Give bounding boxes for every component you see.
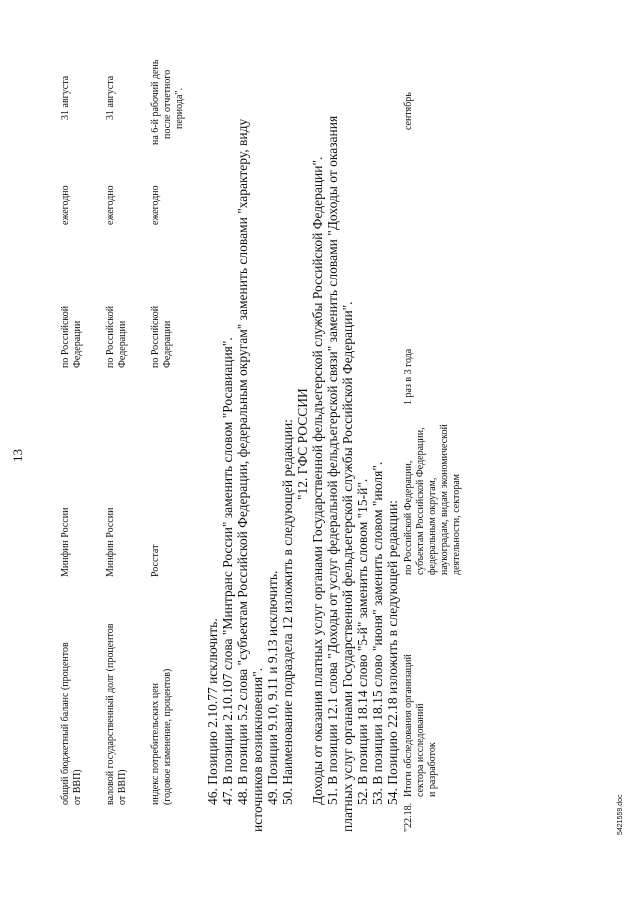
agency: Росстат (150, 544, 161, 577)
indicator-name: от ВВП) (117, 769, 128, 805)
level: деятельности, секторам (451, 474, 462, 575)
item-47: 47. В позиции 2.10.107 слова "Минтранс России" заменить словом "Росавиация". (220, 337, 235, 805)
item-51-cont: платных услуг органами Государственной фельдъегерской службы Российской Федерации". (340, 301, 355, 832)
indicator-name: и разработок (427, 742, 438, 797)
item-46: 46. Позицию 2.10.77 исключить. (205, 618, 220, 805)
agency: Минфин России (105, 507, 116, 577)
term: периода". (174, 88, 185, 129)
indicator-name: от ВВП) (72, 769, 83, 805)
item-51: 51. В позиции 12.1 слова "Доходы от услуг федеральной фельдъегерской связи" заменить словами "Доходы от оказания (325, 115, 340, 805)
indicator-name: общий бюджетный баланс (процентов (60, 642, 71, 805)
term: после отчетного (162, 69, 173, 139)
item-54: 54. Позицию 22.18 изложить в следующей редакции: (385, 499, 400, 805)
item-53: 53. В позиции 18.15 слово "июня" заменить словом "июля". (370, 461, 385, 805)
indicator-name: сектора исследований (415, 703, 426, 797)
term: на 6-й рабочий день (150, 59, 161, 145)
indicator-name: индекс потребительских цен (150, 682, 161, 805)
level: по Российской Федерации, (403, 460, 414, 575)
page-number: 13 (10, 449, 25, 462)
frequency: 1 раз в 3 года (403, 348, 414, 405)
footer-filename: 5421559.doc (617, 794, 624, 835)
item-50: 50. Наименование подраздела 12 изложить в следующей редакции: (280, 419, 295, 805)
level: федеральным округам, (427, 477, 438, 575)
term: 31 августа (60, 75, 71, 120)
level: Федерации (117, 320, 128, 368)
level: наукоградам, видам экономической (439, 424, 450, 575)
agency: Минфин России (60, 507, 71, 577)
item-49: 49. Позиции 9.10, 9.11 и 9.13 исключить. (265, 570, 280, 805)
item-52: 52. В позиции 18.14 слово "5-й" заменить словом "15-й". (355, 478, 370, 805)
indicator-name: валовой государственный долг (процентов (105, 623, 116, 805)
row-number: "22.18. (403, 802, 414, 832)
level: Федерации (162, 320, 173, 368)
indicator-name: (годовое изменение, процентов) (162, 668, 173, 805)
section-heading: "12. ГФС РОССИИ (295, 388, 310, 500)
frequency: ежегодно (60, 185, 71, 225)
section-subheading: Доходы от оказания платных услуг органами Государственной фельдъегерской службы Российской Федерации". (310, 156, 325, 805)
level: по Российской (60, 305, 71, 368)
level: по Российской (150, 305, 161, 368)
level: по Российской (105, 305, 116, 368)
term: 31 августа (105, 75, 116, 120)
item-48: 48. В позиции 5.2 слова "субъектам Российской Федерации, федеральным округам" заменить словами "характеру, виду (235, 118, 250, 805)
term: сентябрь (403, 92, 414, 130)
level: субъектам Российской Федерации, (415, 427, 426, 575)
item-48-cont: источников возникновения". (250, 667, 265, 832)
frequency: ежегодно (150, 185, 161, 225)
indicator-name: Итоги обследования организаций (403, 654, 414, 797)
level: Федерации (72, 320, 83, 368)
frequency: ежегодно (105, 185, 116, 225)
